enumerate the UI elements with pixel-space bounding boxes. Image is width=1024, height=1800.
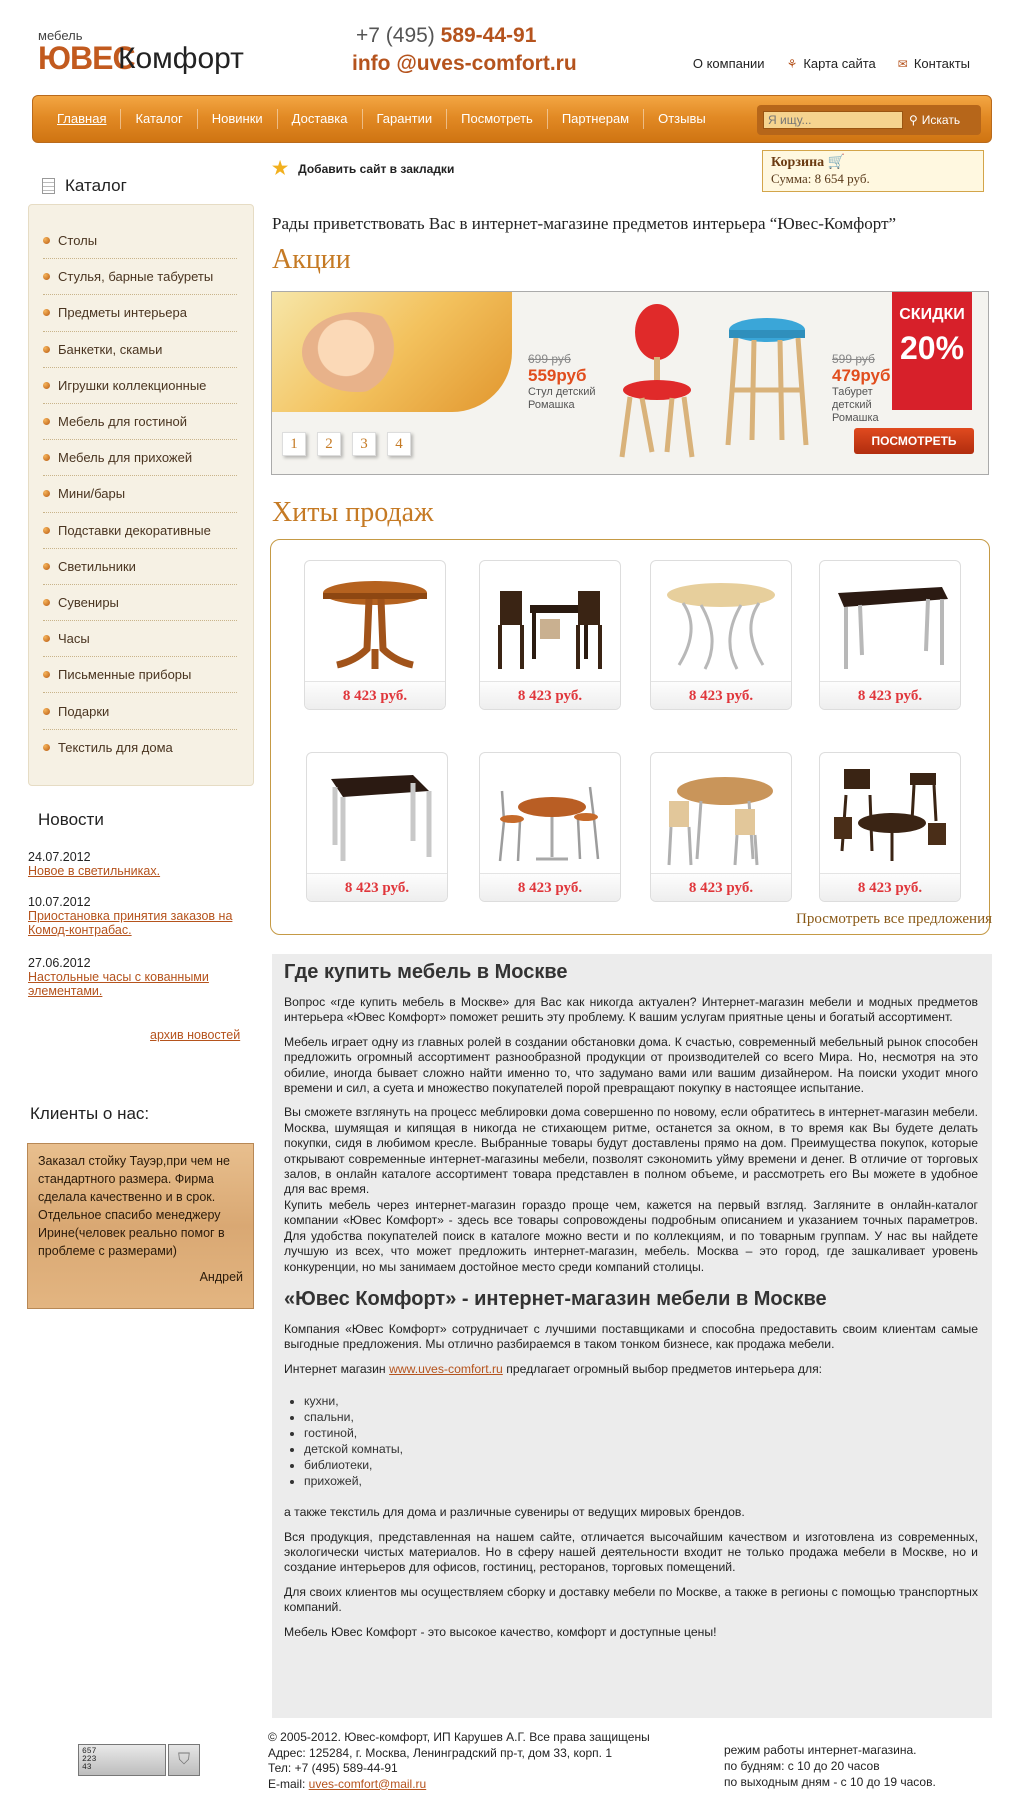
- toplink-label: Контакты: [913, 56, 970, 71]
- nav-item-partners[interactable]: Партнерам: [548, 109, 644, 129]
- catalog-item[interactable]: [43, 404, 237, 440]
- news-heading: Новости: [38, 810, 104, 829]
- top-links: [693, 56, 970, 71]
- catalog-item-label: Светильники: [58, 558, 136, 574]
- search-icon: ⚲: [909, 113, 918, 127]
- review-text: Заказал стойку Тауэр,при чем не стандартного размера. Фирма сделала качественно и в срок. Отдельное спасибо менеджеру Ирине(человек реально помог в проблеме с размерами): [38, 1154, 230, 1258]
- counter-line: 223: [82, 1755, 97, 1764]
- product-price: 8 423 руб.: [820, 873, 960, 901]
- catalog-item[interactable]: [43, 476, 237, 512]
- seo-paragraph: Мебель играет одну из главных ролей в создании обстановки дома. К счастью, современный мебельный рынок способен предложить огромный ассортимент разнообразной продукции от производителей со всего Мира. Но, несмотря на это обилие, иногда бывает сложно найти именно то, что задумано вами или вашим дизайнером. На поиски уходит много времени и сил, а суета и множество покупателей порой превращают покупку в настоящее испытание.: [284, 1034, 978, 1096]
- shield-icon[interactable]: ⛉: [168, 1744, 200, 1776]
- footer-copyright: © 2005-2012. Ювес-комфорт, ИП Карушев А.Г. Все права защищены: [268, 1730, 650, 1744]
- list-item: • гостиной,: [304, 1425, 978, 1441]
- catalog-item-label: Стулья, барные табуреты: [58, 269, 214, 285]
- sale-badge: [892, 292, 972, 410]
- bullet-icon: [43, 635, 50, 642]
- promo-heading: Акции: [272, 244, 351, 275]
- bullet-icon: [43, 563, 50, 570]
- product-card[interactable]: [819, 752, 961, 902]
- nav-item-new[interactable]: Новинки: [198, 109, 278, 129]
- promo-banner[interactable]: [271, 291, 989, 475]
- round-pedestal-table-image: [315, 569, 435, 677]
- cart-widget[interactable]: [762, 150, 984, 192]
- product-price: 8 423 руб.: [305, 681, 445, 709]
- product-price: 8 423 руб.: [480, 681, 620, 709]
- banner-pager: [282, 432, 411, 456]
- product-price: 8 423 руб.: [651, 681, 791, 709]
- nav-item-delivery[interactable]: Доставка: [278, 109, 363, 129]
- seo-list: [292, 1393, 978, 1489]
- list-item: • кухни,: [304, 1393, 978, 1409]
- nav-item-catalog[interactable]: Каталог: [121, 109, 197, 129]
- child-image: [302, 312, 412, 392]
- catalog-item[interactable]: [43, 549, 237, 585]
- bullet-icon: [43, 744, 50, 751]
- round-table-chairs-image: [490, 761, 610, 869]
- mail-icon: ✉: [897, 56, 908, 71]
- toplink-label: О компании: [692, 56, 765, 71]
- seo-paragraph: Купить мебель через интернет-магазин гораздо проще чем, кажется на первый взгляд. Загляните в онлайн-каталог компании «Ювес Комфорт» - здесь все товары сопровождены подробным описанием и указанием точных параметров. Для удобства покупателей поиск в каталоге можно вести и по коллекциям, и по товарным группам. У нас вы найдете лучшую из всех, что может предложить интернет-магазин, мебель. Москва – это город, где зашкаливает уровень конкуренции, но мы занимаем достойное место среди компаний столицы.: [284, 1197, 978, 1274]
- sale-word: СКИДКИ: [899, 306, 965, 323]
- bullet-icon: [43, 671, 50, 678]
- seo-text: Интернет магазин: [284, 1361, 390, 1376]
- catalog-item[interactable]: [43, 513, 237, 549]
- client-review: [27, 1143, 254, 1309]
- new-price: 479руб: [832, 366, 891, 385]
- phone-number: 589-44-91: [440, 24, 537, 47]
- catalog-item-label: Текстиль для дома: [58, 740, 173, 756]
- footer-email-line: [268, 1777, 650, 1793]
- list-item: • прихожей,: [304, 1473, 978, 1489]
- footer-email-label: E-mail:: [268, 1776, 309, 1791]
- catalog-item-label: Подставки декоративные: [58, 522, 211, 538]
- header-phone: [356, 24, 606, 48]
- working-hours: [724, 1742, 936, 1790]
- product-card[interactable]: [306, 752, 448, 902]
- cart-sum: Сумма: 8 654 руб.: [771, 171, 870, 186]
- seo-paragraph: Вся продукция, представленная на нашем сайте, отличается высочайшим качеством и изготовлена из современных, экологически чистых материалов. Но в сферу нашей деятельности входит не только продажа мебели в Москве, но и создание интерьеров для офисов, гостиниц, ресторанов, торговых помещений.: [284, 1529, 978, 1575]
- product-price: 8 423 руб.: [480, 873, 620, 901]
- bullet-icon: [43, 708, 50, 715]
- seo-paragraph: Мебель Ювес Комфорт - это высокое качество, комфорт и доступные цены!: [284, 1624, 717, 1639]
- toplink-about[interactable]: [693, 56, 765, 71]
- bullet-icon: [43, 346, 50, 353]
- product-card[interactable]: [650, 752, 792, 902]
- search-box: [757, 105, 981, 135]
- old-price: 699 руб: [528, 352, 571, 366]
- dining-set-image: [490, 569, 610, 677]
- banner-page-2[interactable]: 2: [317, 432, 341, 456]
- bullet-icon: [43, 273, 50, 280]
- news-link[interactable]: Новое в светильниках.: [28, 864, 161, 878]
- news-item: [28, 895, 248, 937]
- nav-item-guarantee[interactable]: Гарантии: [363, 109, 448, 129]
- product-card[interactable]: [479, 752, 621, 902]
- catalog-item-label: Столы: [58, 233, 98, 249]
- visit-counter[interactable]: [78, 1744, 166, 1776]
- catalog-menu: [28, 204, 254, 786]
- news-date: 27.06.2012: [28, 956, 91, 970]
- counter-line: 43: [82, 1763, 92, 1772]
- search-button[interactable]: [909, 113, 960, 127]
- nav-item-home[interactable]: Главная: [43, 109, 121, 129]
- sitemap-icon: ⚘: [786, 56, 798, 71]
- toplink-label: Карта сайта: [803, 56, 876, 71]
- news-link[interactable]: Настольные часы с кованными элементами.: [28, 970, 209, 998]
- footer-address: Адрес: 125284, г. Москва, Ленинградский пр-т, дом 33, корп. 1: [268, 1745, 613, 1760]
- list-item: • спальни,: [304, 1409, 978, 1425]
- stool-image: [722, 310, 812, 450]
- header-email[interactable]: info @uves-comfort.ru: [352, 52, 577, 75]
- seo-paragraph: а также текстиль для дома и различные сувениры от ведущих мировых брендов.: [284, 1505, 745, 1520]
- seo-heading-2: «Ювес Комфорт» - интернет-магазин мебели в Москве: [284, 1287, 827, 1310]
- hours-line: по будням: с 10 до 20 часов: [724, 1759, 880, 1773]
- cart-title-text: Корзина: [771, 155, 825, 170]
- bullet-icon: [43, 527, 50, 534]
- catalog-heading-text: Каталог: [65, 176, 127, 195]
- new-price: 559руб: [528, 366, 587, 385]
- document-icon: [42, 178, 55, 194]
- square-table-image: [317, 761, 437, 869]
- review-author: Андрей: [199, 1270, 243, 1284]
- catalog-item-label: Подарки: [58, 703, 110, 719]
- seo-text-block: [272, 954, 992, 1718]
- logo-brand: ЮВЕС: [38, 40, 135, 76]
- seo-paragraph: Вы сможете взглянуть на процесс меблировки дома совершенно по новому, если обратитесь в интернет-магазин мебели. Москва, шумящая и кипящая в никогда не стихающем ритме, останется за окном, в то время как Вы будете делать покупки, сидя в любимом кресле. Выбранные товары будут доставлены прямо на дом. Преимущества покупок, которые открывают современные интернет-магазины мебели, позволят сэкономить уйму времени и денег. В отличие от торговых залов, в онлайн каталоге ассортимент товара представлен в полном объеме, и рассмотреть его Вы можете в удобное для вас время.: [284, 1105, 978, 1197]
- oval-table-chairs-image: [661, 761, 781, 869]
- all-offers-link[interactable]: Просмотреть все предложения: [796, 911, 992, 927]
- seo-text: предлагает огромный выбор предметов интерьера для:: [502, 1361, 823, 1376]
- catalog-item[interactable]: [43, 332, 237, 368]
- catalog-item-label: Письменные приборы: [58, 667, 192, 683]
- catalog-item-label: Мини/бары: [58, 486, 126, 502]
- nav-item-reviews[interactable]: Отзывы: [658, 111, 706, 126]
- banner-page-3[interactable]: 3: [352, 432, 376, 456]
- chair-image: [612, 302, 702, 462]
- banner-price-1: [528, 352, 598, 412]
- catalog-heading: [42, 176, 127, 196]
- product-card[interactable]: [819, 560, 961, 710]
- bullet-icon: [43, 309, 50, 316]
- main-nav: [32, 95, 992, 143]
- product-price: 8 423 руб.: [820, 681, 960, 709]
- site-logo[interactable]: [38, 28, 244, 80]
- hours-line: по выходным дням - с 10 до 19 часов.: [724, 1775, 936, 1789]
- news-link[interactable]: Приостановка принятия заказов на Комод-контрабас.: [28, 909, 233, 937]
- logo-small-text: мебель: [38, 28, 83, 43]
- old-price: 599 руб: [832, 352, 875, 366]
- seo-paragraph: Вопрос «где купить мебель в Москве» для Вас как никогда актуален? Интернет-магазин мебели и модных предметов интерьера «Ювес Комфорт» поможет решить эту проблему. К вашим услугам приятные цены и богатый ассортимент.: [284, 995, 978, 1025]
- catalog-item[interactable]: [43, 223, 237, 259]
- news-date: 24.07.2012: [28, 850, 91, 864]
- search-button-label: Искать: [921, 113, 961, 127]
- clients-heading: Клиенты о нас:: [30, 1104, 150, 1123]
- catalog-item[interactable]: [43, 621, 237, 657]
- catalog-item-label: Мебель для прихожей: [58, 450, 193, 466]
- counter-line: 657: [82, 1747, 97, 1756]
- footer-email-link[interactable]: uves-comfort@mail.ru: [308, 1776, 427, 1791]
- news-archive-link[interactable]: архив новостей: [150, 1028, 241, 1042]
- catalog-item[interactable]: [43, 657, 237, 693]
- bullet-icon: [43, 599, 50, 606]
- search-input[interactable]: [763, 111, 903, 129]
- logo-brand2: Комфорт: [118, 42, 244, 75]
- catalog-item[interactable]: [43, 585, 237, 621]
- oval-table-image: [661, 569, 781, 677]
- toplink-sitemap[interactable]: [787, 56, 876, 71]
- nav-item-view[interactable]: Посмотреть: [447, 109, 548, 129]
- seo-paragraph: Компания «Ювес Комфорт» сотрудничает с лучшими поставщиками и способна предоставить своим клиентам самые выгодные предложения. Мы отлично разбираемся в таком тонком бизнесе, как продажа мебели.: [284, 1321, 978, 1352]
- footer-phone: Тел: +7 (495) 589-44-91: [268, 1761, 398, 1775]
- banner-page-4[interactable]: 4: [387, 432, 411, 456]
- product-name: Табурет детский Ромашка: [832, 386, 879, 424]
- list-item: • детской комнаты,: [304, 1441, 978, 1457]
- footer-info: [268, 1730, 650, 1792]
- bullet-icon: [43, 382, 50, 389]
- product-card[interactable]: [304, 560, 446, 710]
- site-link[interactable]: www.uves-comfort.ru: [389, 1361, 503, 1376]
- seo-paragraph: Для своих клиентов мы осуществляем сборку и доставку мебели по Москве, а также в регионы с помощью транспортных компаний.: [284, 1584, 978, 1615]
- hours-line: режим работы интернет-магазина.: [724, 1743, 917, 1757]
- add-bookmark[interactable]: [272, 158, 454, 179]
- toplink-contacts[interactable]: [898, 56, 970, 71]
- product-card[interactable]: [479, 560, 621, 710]
- news-item: [28, 956, 248, 998]
- product-name: Стул детский Ромашка: [528, 386, 596, 411]
- product-price: 8 423 руб.: [307, 873, 447, 901]
- folding-table-set-image: [830, 761, 950, 869]
- catalog-item-label: Сувениры: [58, 594, 119, 610]
- sale-percent: 20%: [899, 330, 965, 366]
- star-icon: ★: [272, 158, 289, 178]
- news-item: [28, 850, 248, 878]
- catalog-item-label: Часы: [58, 631, 90, 647]
- catalog-item[interactable]: [43, 693, 237, 729]
- catalog-item[interactable]: [43, 440, 237, 476]
- catalog-item-label: Игрушки коллекционные: [58, 377, 207, 393]
- bullet-icon: [43, 237, 50, 244]
- catalog-item-label: Предметы интерьера: [58, 305, 187, 321]
- seo-heading-1: Где купить мебель в Москве: [284, 961, 568, 983]
- catalog-item[interactable]: [43, 295, 237, 331]
- seo-paragraph-link: [284, 1362, 978, 1377]
- catalog-item[interactable]: [43, 730, 237, 766]
- news-date: 10.07.2012: [28, 895, 91, 909]
- bullet-icon: [43, 418, 50, 425]
- catalog-item-label: Мебель для гостиной: [58, 414, 188, 430]
- cart-title: [771, 154, 975, 171]
- phone-prefix: +7 (495): [356, 24, 441, 47]
- hits-panel: [270, 539, 990, 935]
- product-price: 8 423 руб.: [651, 873, 791, 901]
- product-card[interactable]: [650, 560, 792, 710]
- banner-view-button[interactable]: ПОСМОТРЕТЬ: [854, 428, 974, 454]
- welcome-text: Рады приветствовать Вас в интернет-магазине предметов интерьера “Ювес-Комфорт”: [272, 214, 897, 233]
- bullet-icon: [43, 490, 50, 497]
- catalog-item[interactable]: [43, 259, 237, 295]
- banner-page-1[interactable]: 1: [282, 432, 306, 456]
- rect-table-image: [830, 569, 950, 677]
- catalog-item-label: Банкетки, скамьи: [58, 341, 163, 357]
- bullet-icon: [43, 454, 50, 461]
- cart-icon: 🛒: [827, 155, 846, 170]
- catalog-item[interactable]: [43, 368, 237, 404]
- list-item: • библиотеки,: [304, 1457, 978, 1473]
- bookmark-label: Добавить сайт в закладки: [298, 161, 455, 176]
- hits-heading: Хиты продаж: [272, 497, 434, 528]
